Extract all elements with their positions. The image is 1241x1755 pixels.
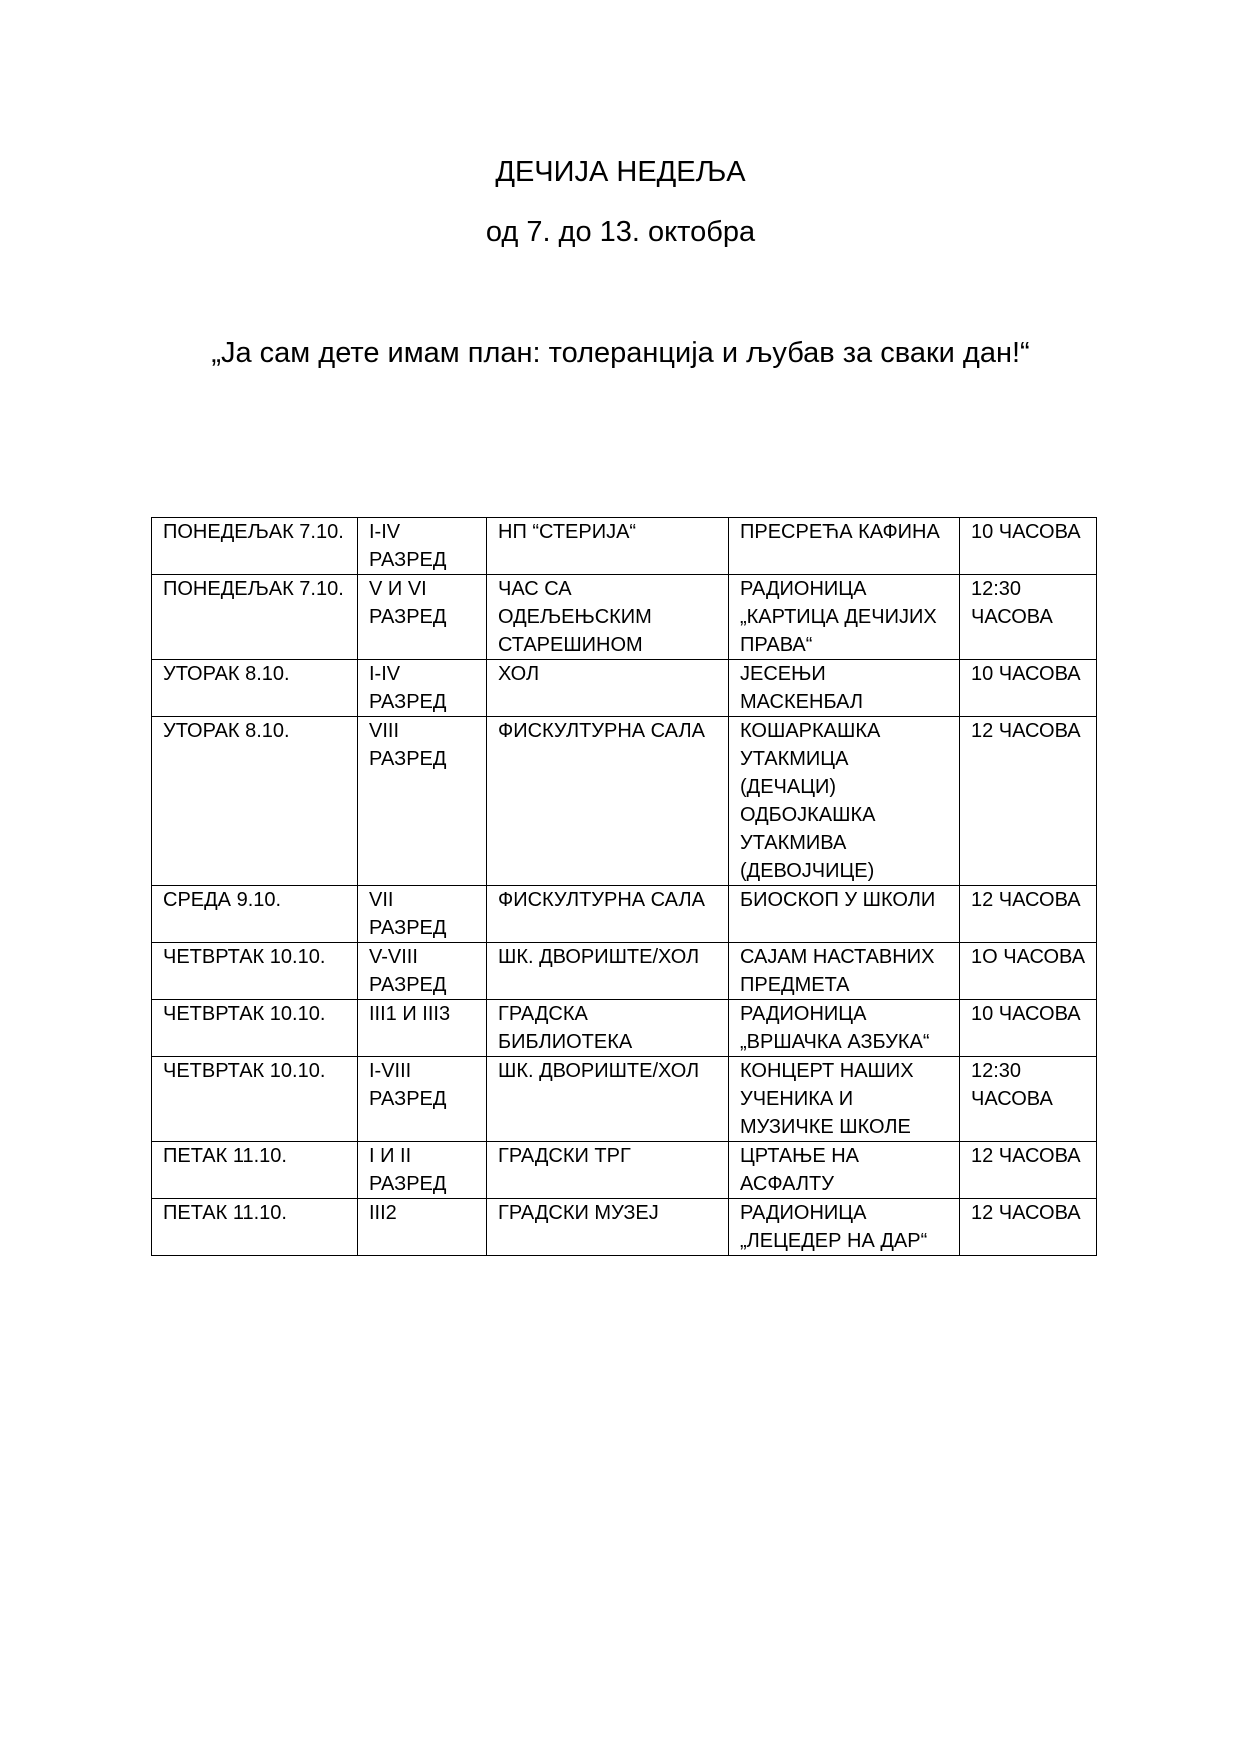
- cell-location: ГРАДСКИ МУЗЕЈ: [487, 1199, 729, 1256]
- cell-day: ЧЕТВРТАК 10.10.: [152, 1000, 358, 1057]
- cell-activity: РАДИОНИЦА „ВРШАЧКА АЗБУКА“: [729, 1000, 960, 1057]
- cell-time: 10 ЧАСОВА: [960, 660, 1097, 717]
- cell-location: ФИСКУЛТУРНА САЛА: [487, 717, 729, 886]
- cell-location: НП “СТЕРИЈА“: [487, 518, 729, 575]
- cell-activity: ЈЕСЕЊИ МАСКЕНБАЛ: [729, 660, 960, 717]
- table-row: [152, 886, 1097, 943]
- cell-grade: III2: [358, 1199, 487, 1256]
- cell-grade: I-VIII РАЗРЕД: [358, 1057, 487, 1142]
- cell-day: УТОРАК 8.10.: [152, 717, 358, 886]
- table-row: [152, 660, 1097, 717]
- cell-time: 1О ЧАСОВА: [960, 943, 1097, 1000]
- cell-time: 12 ЧАСОВА: [960, 1199, 1097, 1256]
- table-row: [152, 575, 1097, 660]
- cell-day: ПОНЕДЕЉАК 7.10.: [152, 518, 358, 575]
- cell-grade: VII РАЗРЕД: [358, 886, 487, 943]
- table-row: [152, 1057, 1097, 1142]
- cell-grade: III1 И III3: [358, 1000, 487, 1057]
- table-row: [152, 1142, 1097, 1199]
- cell-day: УТОРАК 8.10.: [152, 660, 358, 717]
- document-title: ДЕЧИЈА НЕДЕЉА: [495, 156, 746, 188]
- table-row: [152, 1000, 1097, 1057]
- table-row: [152, 518, 1097, 575]
- cell-location: ХОЛ: [487, 660, 729, 717]
- cell-time: 10 ЧАСОВА: [960, 518, 1097, 575]
- cell-time: 12 ЧАСОВА: [960, 886, 1097, 943]
- cell-activity: КОШАРКАШКА УТАКМИЦА (ДЕЧАЦИ) ОДБОЈКАШКА УТАКМИВА (ДЕВОЈЧИЦЕ): [729, 717, 960, 886]
- cell-location: ШК. ДВОРИШТЕ/ХОЛ: [487, 943, 729, 1000]
- cell-time: 12:30 ЧАСОВА: [960, 575, 1097, 660]
- cell-day: ПОНЕДЕЉАК 7.10.: [152, 575, 358, 660]
- cell-activity: БИОСКОП У ШКОЛИ: [729, 886, 960, 943]
- schedule-table: [151, 517, 1097, 1256]
- cell-day: ЧЕТВРТАК 10.10.: [152, 943, 358, 1000]
- cell-day: ПЕТАК 11.10.: [152, 1142, 358, 1199]
- cell-grade: I-IV РАЗРЕД: [358, 660, 487, 717]
- cell-activity: РАДИОНИЦА „КАРТИЦА ДЕЧИЈИХ ПРАВА“: [729, 575, 960, 660]
- cell-grade: V И VI РАЗРЕД: [358, 575, 487, 660]
- cell-location: ШК. ДВОРИШТЕ/ХОЛ: [487, 1057, 729, 1142]
- cell-activity: КОНЦЕРТ НАШИХ УЧЕНИКА И МУЗИЧКЕ ШКОЛЕ: [729, 1057, 960, 1142]
- cell-grade: I-IV РАЗРЕД: [358, 518, 487, 575]
- table-row: [152, 943, 1097, 1000]
- cell-location: ФИСКУЛТУРНА САЛА: [487, 886, 729, 943]
- cell-activity: ЦРТАЊЕ НА АСФАЛТУ: [729, 1142, 960, 1199]
- cell-day: ЧЕТВРТАК 10.10.: [152, 1057, 358, 1142]
- table-row: [152, 717, 1097, 886]
- table-row: [152, 1199, 1097, 1256]
- cell-time: 12 ЧАСОВА: [960, 717, 1097, 886]
- cell-time: 10 ЧАСОВА: [960, 1000, 1097, 1057]
- document-motto: „Ја сам дете имам план: толеранција и љубав за сваки дан!“: [211, 337, 1030, 369]
- document-dates: од 7. до 13. октобра: [485, 216, 756, 248]
- cell-grade: V-VIII РАЗРЕД: [358, 943, 487, 1000]
- cell-activity: РАДИОНИЦА „ЛЕЦЕДЕР НА ДАР“: [729, 1199, 960, 1256]
- cell-time: 12:30 ЧАСОВА: [960, 1057, 1097, 1142]
- cell-grade: VIII РАЗРЕД: [358, 717, 487, 886]
- cell-day: ПЕТАК 11.10.: [152, 1199, 358, 1256]
- cell-location: ГРАДСКИ ТРГ: [487, 1142, 729, 1199]
- cell-location: ГРАДСКА БИБЛИОТЕКА: [487, 1000, 729, 1057]
- cell-activity: САЈАМ НАСТАВНИХ ПРЕДМЕТА: [729, 943, 960, 1000]
- cell-activity: ПРЕСРЕЋА КАФИНА: [729, 518, 960, 575]
- cell-time: 12 ЧАСОВА: [960, 1142, 1097, 1199]
- cell-location: ЧАС СА ОДЕЉЕЊСКИМ СТАРЕШИНОМ: [487, 575, 729, 660]
- cell-grade: I И II РАЗРЕД: [358, 1142, 487, 1199]
- cell-day: СРЕДА 9.10.: [152, 886, 358, 943]
